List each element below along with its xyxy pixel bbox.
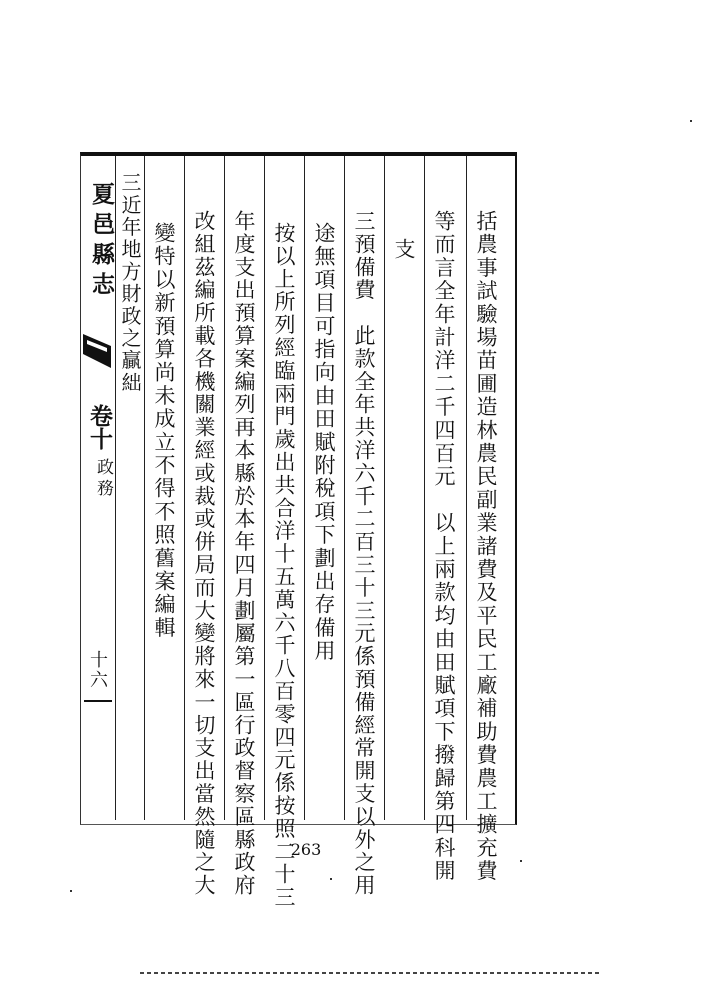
column-rule <box>466 156 467 820</box>
column-rule <box>115 156 116 820</box>
scan-speck <box>690 120 692 122</box>
text-column: 改組茲編所載各機關業經或裁或併局而大變將來一切支出當然隨之大 <box>192 210 216 897</box>
column-rule <box>424 156 425 820</box>
page-number: 263 <box>290 840 322 859</box>
folio-rule <box>84 700 112 702</box>
scan-speck <box>330 878 332 880</box>
text-column: 等而言全年計洋二千四百元 以上兩款均由田賦項下撥歸第四科開 <box>432 210 456 883</box>
column-rule <box>384 156 385 820</box>
column-rule <box>304 156 305 820</box>
text-column: 按以上所列經臨兩門歲出共合洋十五萬六千八百零四元係按照二十三 <box>272 222 296 909</box>
text-column: 三近年地方財政之贏絀 <box>118 172 142 394</box>
scan-speck <box>520 860 522 862</box>
scan-edge-dots <box>140 972 600 974</box>
text-column: 括農事試驗場苗圃造林農民副業諸費及平民工廠補助費農工擴充費 <box>474 210 498 883</box>
text-column: 三預備費 此款全年共洋六千二百三十三元係預備經常開支以外之用 <box>352 210 376 897</box>
text-column: 支 <box>392 238 416 262</box>
text-column: 年度支出預算案編列再本縣於本年四月劃屬第一區行政督察區縣政府 <box>232 210 256 897</box>
column-rule <box>184 156 185 820</box>
scan-speck <box>70 890 72 892</box>
column-rule <box>264 156 265 820</box>
fish-tail-icon <box>83 334 111 368</box>
book-title: 夏邑縣志 <box>88 182 115 302</box>
text-column: 變特以新預算尚未成立不得不照舊案編輯 <box>152 222 176 640</box>
column-rule <box>224 156 225 820</box>
column-rule <box>344 156 345 820</box>
section-label: 政務 <box>93 458 113 500</box>
text-column: 途無項目可指向由田賦附稅項下劃出存備用 <box>312 222 336 663</box>
column-rule <box>144 156 145 820</box>
folio-number: 十六 <box>87 650 108 690</box>
juan-number: 卷十 <box>86 404 113 450</box>
